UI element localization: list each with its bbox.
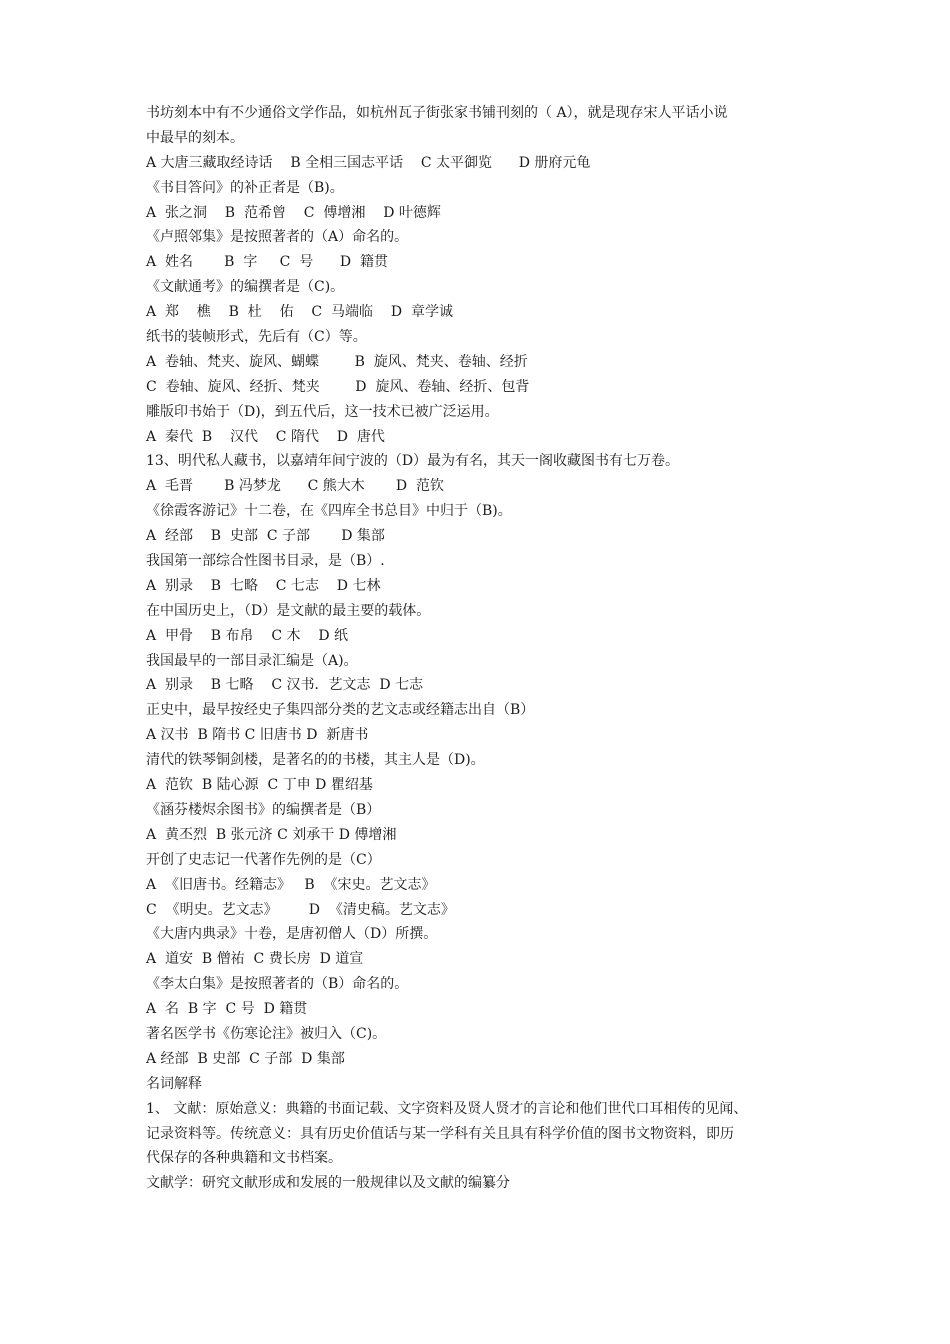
answer-options: A 名 B 字 C 号 D 籍贯 (146, 1001, 308, 1018)
question-text: 纸书的装帧形式，先后有（C）等。 (146, 329, 367, 346)
question-text: 《书目答问》的补正者是（B)。 (146, 179, 344, 196)
answer-options: A 别录 B 七略 C 七志 D 七林 (146, 577, 381, 594)
question-text: 著名医学书《伤寒论注》被归入（C)。 (146, 1025, 387, 1042)
answer-options: A 张之洞 B 范希曾 C 傅增湘 D 叶德辉 (146, 204, 441, 221)
text-line: 中最早的刻本。 (146, 129, 244, 146)
answer-options: C 卷轴、旋风、经折、梵夹 D 旋风、卷轴、经折、包背 (146, 378, 530, 395)
question-text: 《徐霞客游记》十二卷，在《四库全书总目》中归于（B)。 (146, 503, 512, 520)
answer-options: A 姓名 B 字 C 号 D 籍贯 (146, 254, 389, 271)
question-text: 我国最早的一部目录汇编是（A)。 (146, 652, 358, 669)
question-text: 开创了史志记一代著作先例的是（C） (146, 851, 381, 868)
answer-options: A 经部 B 史部 C 子部 D 集部 (146, 1050, 345, 1067)
question-text: 《大唐内典录》十卷，是唐初僧人（D）所撰。 (146, 926, 438, 943)
answer-options: A 别录 B 七略 C 汉书．艺文志 D 七志 (146, 677, 424, 694)
question-text: 我国第一部综合性图书目录，是（B）. (146, 553, 385, 570)
text-line: 书坊刻本中有不少通俗文学作品，如杭州瓦子街张家书铺刊刻的（ A），就是现存宋人平话小说 (146, 105, 728, 121)
question-text: 正史中，最早按经史子集四部分类的艺文志或经籍志出自（B） (146, 702, 535, 719)
answer-options: A 道安 B 僧祐 C 费长房 D 道宣 (146, 951, 364, 968)
definition-text: 文献学：研究文献形成和发展的一般规律以及文献的编纂分 (146, 1175, 510, 1192)
question-text: 雕版印书始于（D)，到五代后，这一技术已被广泛运用。 (146, 403, 499, 420)
definition-text: 代保存的各种典籍和文书档案。 (146, 1150, 342, 1167)
answer-options: A 甲骨 B 布帛 C 木 D 纸 (146, 627, 348, 644)
answer-options: A 秦代 B 汉代 C 隋代 D 唐代 (146, 428, 385, 445)
answer-options: A 郑 樵 B 杜 佑 C 马端临 D 章学诚 (146, 304, 453, 321)
answer-options: A 卷轴、梵夹、旋风、蝴蝶 B 旋风、梵夹、卷轴、经折 (146, 353, 528, 370)
answer-options: C 《明史。艺文志》 D 《清史稿。艺文志》 (146, 901, 455, 918)
answer-options: A 黄丕烈 B 张元济 C 刘承干 D 傅增湘 (146, 826, 397, 843)
section-heading: 名词解释 (146, 1075, 202, 1092)
answer-options: A 《旧唐书。经籍志》 B 《宋史。艺文志》 (146, 876, 436, 893)
definition-text: 记录资料等。传统意义：具有历史价值话与某一学科有关且具有科学价值的图书文物资料，即历 (146, 1125, 734, 1142)
document-body (146, 101, 812, 1196)
question-text: 《李太白集》是按照著者的（B）命名的。 (146, 976, 409, 993)
question-text: 《文献通考》的编撰者是（C)。 (146, 279, 345, 296)
answer-options: A 大唐三藏取经诗话 B 全相三国志平话 C 太平御览 D 册府元龟 (146, 154, 591, 171)
question-text: 13、明代私人藏书，以嘉靖年间宁波的（D）最为有名，其天一阁收藏图书有七万卷。 (146, 453, 680, 470)
question-text: 清代的铁琴铜剑楼，是著名的的书楼，其主人是（D)。 (146, 752, 485, 769)
answer-options: A 经部 B 史部 C 子部 D 集部 (146, 528, 385, 545)
definition-text: 1、 文献：原始意义：典籍的书面记载、文字资料及贤人贤才的言论和他们世代口耳相传的见闻、 (146, 1100, 748, 1117)
answer-options: A 毛晋 B 冯梦龙 C 熊大木 D 范钦 (146, 478, 445, 495)
question-text: 《涵芬楼烬余图书》的编撰者是（B） (146, 801, 381, 818)
question-text: 《卢照邻集》是按照著者的（A）命名的。 (146, 229, 409, 246)
answer-options: A 汉书 B 隋书 C 旧唐书 D 新唐书 (146, 727, 369, 744)
answer-options: A 范钦 B 陆心源 C 丁申 D 瞿绍基 (146, 777, 373, 794)
question-text: 在中国历史上，（D）是文献的最主要的载体。 (146, 602, 431, 619)
